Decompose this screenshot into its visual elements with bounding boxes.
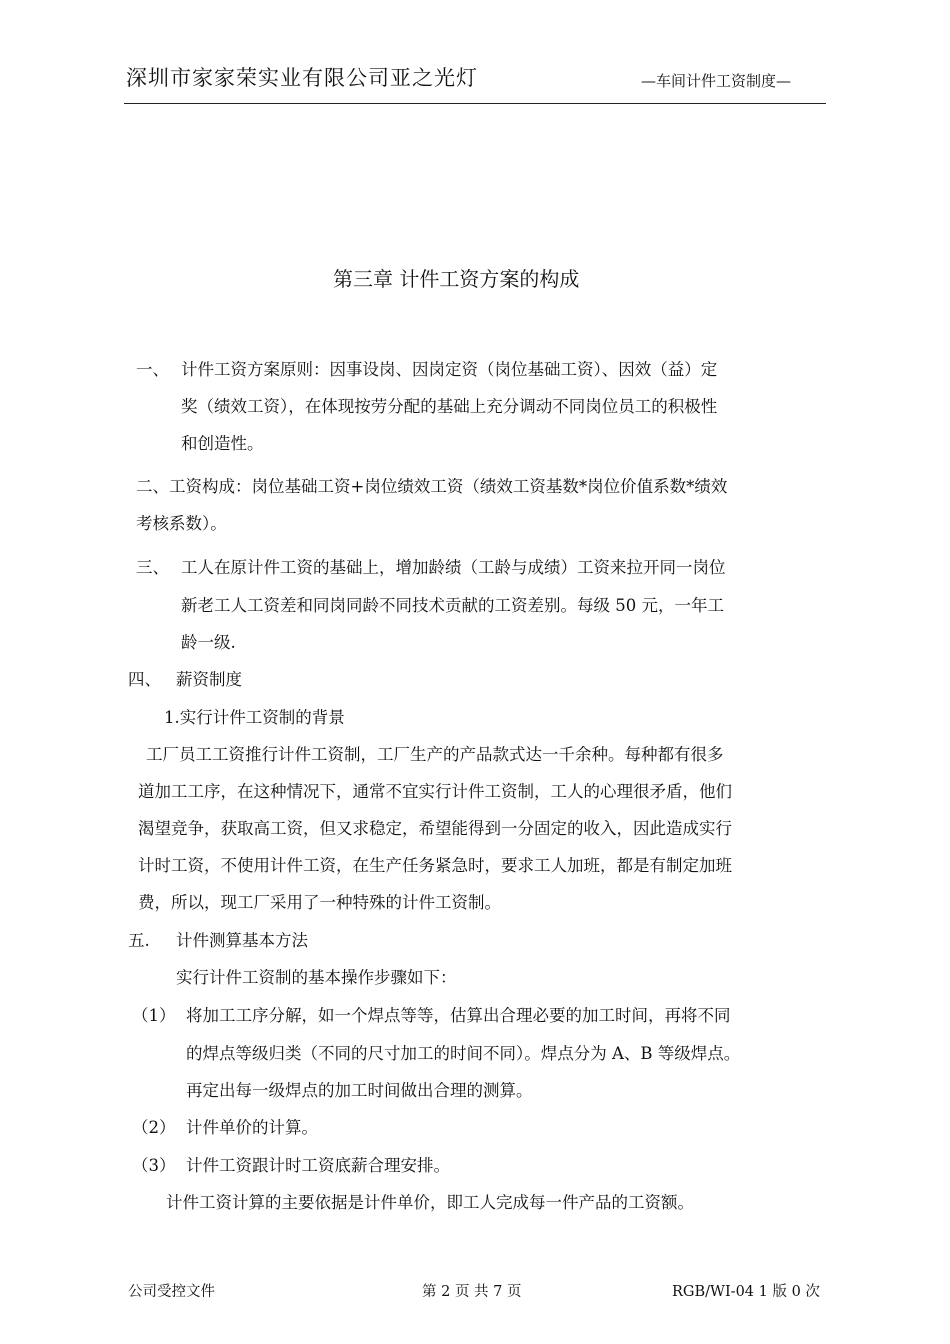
section-4-heading: 薪资制度	[176, 670, 242, 689]
section-2-line-2: 考核系数）。	[136, 514, 227, 533]
step-2-marker: （2）	[132, 1118, 176, 1137]
section-3-line-3: 龄一级.	[181, 633, 236, 652]
step-1-line-3: 再定出每一级焊点的加工时间做出合理的测算。	[186, 1081, 533, 1100]
paragraph-line-4: 计时工资，不使用计件工资，在生产任务紧急时，要求工人加班，都是有制定加班	[138, 856, 732, 875]
paragraph-line-1: 工厂员工工资推行计件工资制，工厂生产的产品款式达一千余种。每种都有很多	[146, 745, 724, 764]
chapter-title: 第三章 计件工资方案的构成	[333, 267, 580, 291]
subsection-heading: 1.实行计件工资制的背景	[164, 708, 345, 727]
steps-intro: 实行计件工资制的基本操作步骤如下：	[176, 968, 457, 987]
closing-line: 计件工资计算的主要依据是计件单价，即工人完成每一件产品的工资额。	[166, 1193, 694, 1212]
section-5-heading: 计件测算基本方法	[176, 931, 308, 950]
step-1-marker: （1）	[132, 1006, 176, 1025]
footer-page-number: 第 2 页 共 7 页	[422, 1284, 522, 1300]
step-2-text: 计件单价的计算。	[186, 1118, 318, 1137]
footer-controlled-document: 公司受控文件	[128, 1284, 215, 1300]
step-1-line-1: 将加工工序分解，如一个焊点等等，估算出合理必要的加工时间，再将不同	[186, 1006, 731, 1025]
section-4-marker: 四、	[128, 670, 161, 689]
section-3-line-1: 工人在原计件工资的基础上，增加龄绩（工龄与成绩）工资来拉开同一岗位	[181, 558, 726, 577]
section-1-line-1: 计件工资方案原则：因事设岗、因岗定资（岗位基础工资）、因效（益）定	[181, 360, 718, 379]
section-1-line-3: 和创造性。	[181, 434, 264, 453]
step-1-line-2: 的焊点等级归类（不同的尺寸加工的时间不同）。焊点分为 A、B 等级焊点。	[186, 1044, 741, 1063]
paragraph-line-2: 道加工工序，在这种情况下，通常不宜实行计件工资制，工人的心理很矛盾，他们	[138, 782, 732, 801]
section-3-marker: 三、	[136, 558, 169, 577]
section-2-line-1: 二、工资构成：岗位基础工资+岗位绩效工资（绩效工资基数*岗位价值系数*绩效	[136, 477, 728, 496]
section-3-line-2: 新老工人工资差和同岗同龄不同技术贡献的工资差别。每级 50 元，一年工	[181, 596, 724, 615]
section-5-marker: 五.	[128, 931, 150, 950]
section-1-line-2: 奖（绩效工资），在体现按劳分配的基础上充分调动不同岗位员工的积极性	[181, 397, 718, 416]
document-title: —车间计件工资制度—	[641, 72, 792, 90]
footer-document-code: RGB/WI-04 1 版 0 次	[672, 1284, 820, 1300]
step-3-marker: （3）	[132, 1156, 176, 1175]
section-1-marker: 一、	[136, 360, 169, 379]
paragraph-line-5: 费，所以，现工厂采用了一种特殊的计件工资制。	[138, 893, 501, 912]
paragraph-line-3: 渴望竞争，获取高工资，但又求稳定，希望能得到一分固定的收入，因此造成实行	[138, 819, 732, 838]
step-3-text: 计件工资跟计时工资底薪合理安排。	[186, 1156, 450, 1175]
company-name: 深圳市家家荣实业有限公司亚之光灯	[126, 66, 478, 90]
header-divider	[124, 103, 826, 104]
